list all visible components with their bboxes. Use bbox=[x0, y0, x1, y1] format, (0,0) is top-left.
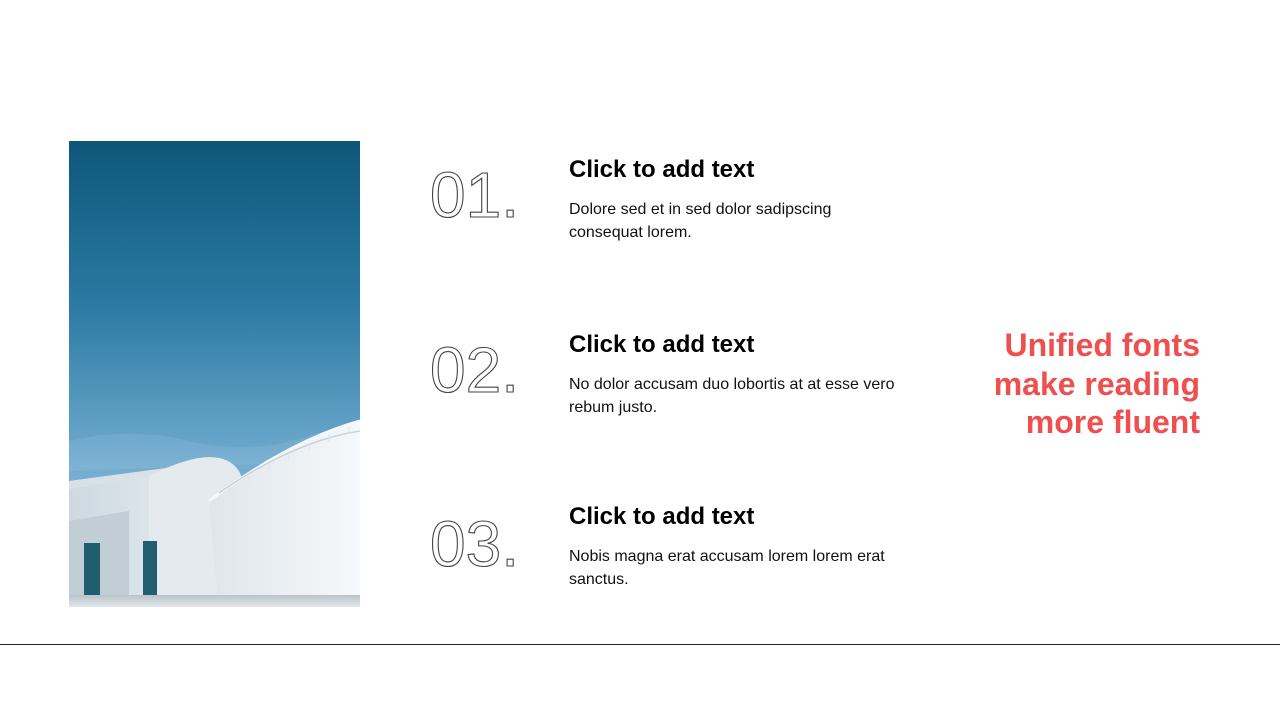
item-title-3[interactable]: Click to add text bbox=[569, 503, 755, 530]
architecture-photo bbox=[69, 141, 360, 607]
item-description-3: Nobis magna erat accusam lorem lorem erat sanctus. bbox=[569, 548, 885, 588]
tagline-line-3: more fluent bbox=[1025, 404, 1200, 440]
item-number-1 bbox=[430, 156, 560, 236]
list-item-2 bbox=[430, 331, 910, 441]
item-number-2 bbox=[430, 331, 560, 411]
item-title-2[interactable]: Click to add text bbox=[569, 331, 755, 358]
item-number-3 bbox=[430, 503, 560, 583]
bottom-divider bbox=[0, 644, 1280, 645]
architecture-photo-graphic bbox=[69, 141, 360, 607]
item-number-2-text: 02. bbox=[430, 334, 519, 406]
item-description-2: No dolor accusam duo lobortis at at esse vero rebum justo. bbox=[569, 376, 895, 416]
list-item-1 bbox=[430, 156, 910, 266]
item-description-1: Dolore sed et in sed dolor sadipscing consequat lorem. bbox=[569, 201, 832, 241]
tagline-line-1: Unified fonts bbox=[1004, 327, 1200, 363]
list-item-3 bbox=[430, 503, 910, 613]
item-number-3-text: 03. bbox=[430, 508, 519, 580]
tagline bbox=[900, 326, 1200, 442]
item-number-1-text: 01. bbox=[430, 159, 519, 231]
tagline-line-2: make reading bbox=[993, 365, 1200, 402]
item-title-1[interactable]: Click to add text bbox=[569, 156, 755, 183]
